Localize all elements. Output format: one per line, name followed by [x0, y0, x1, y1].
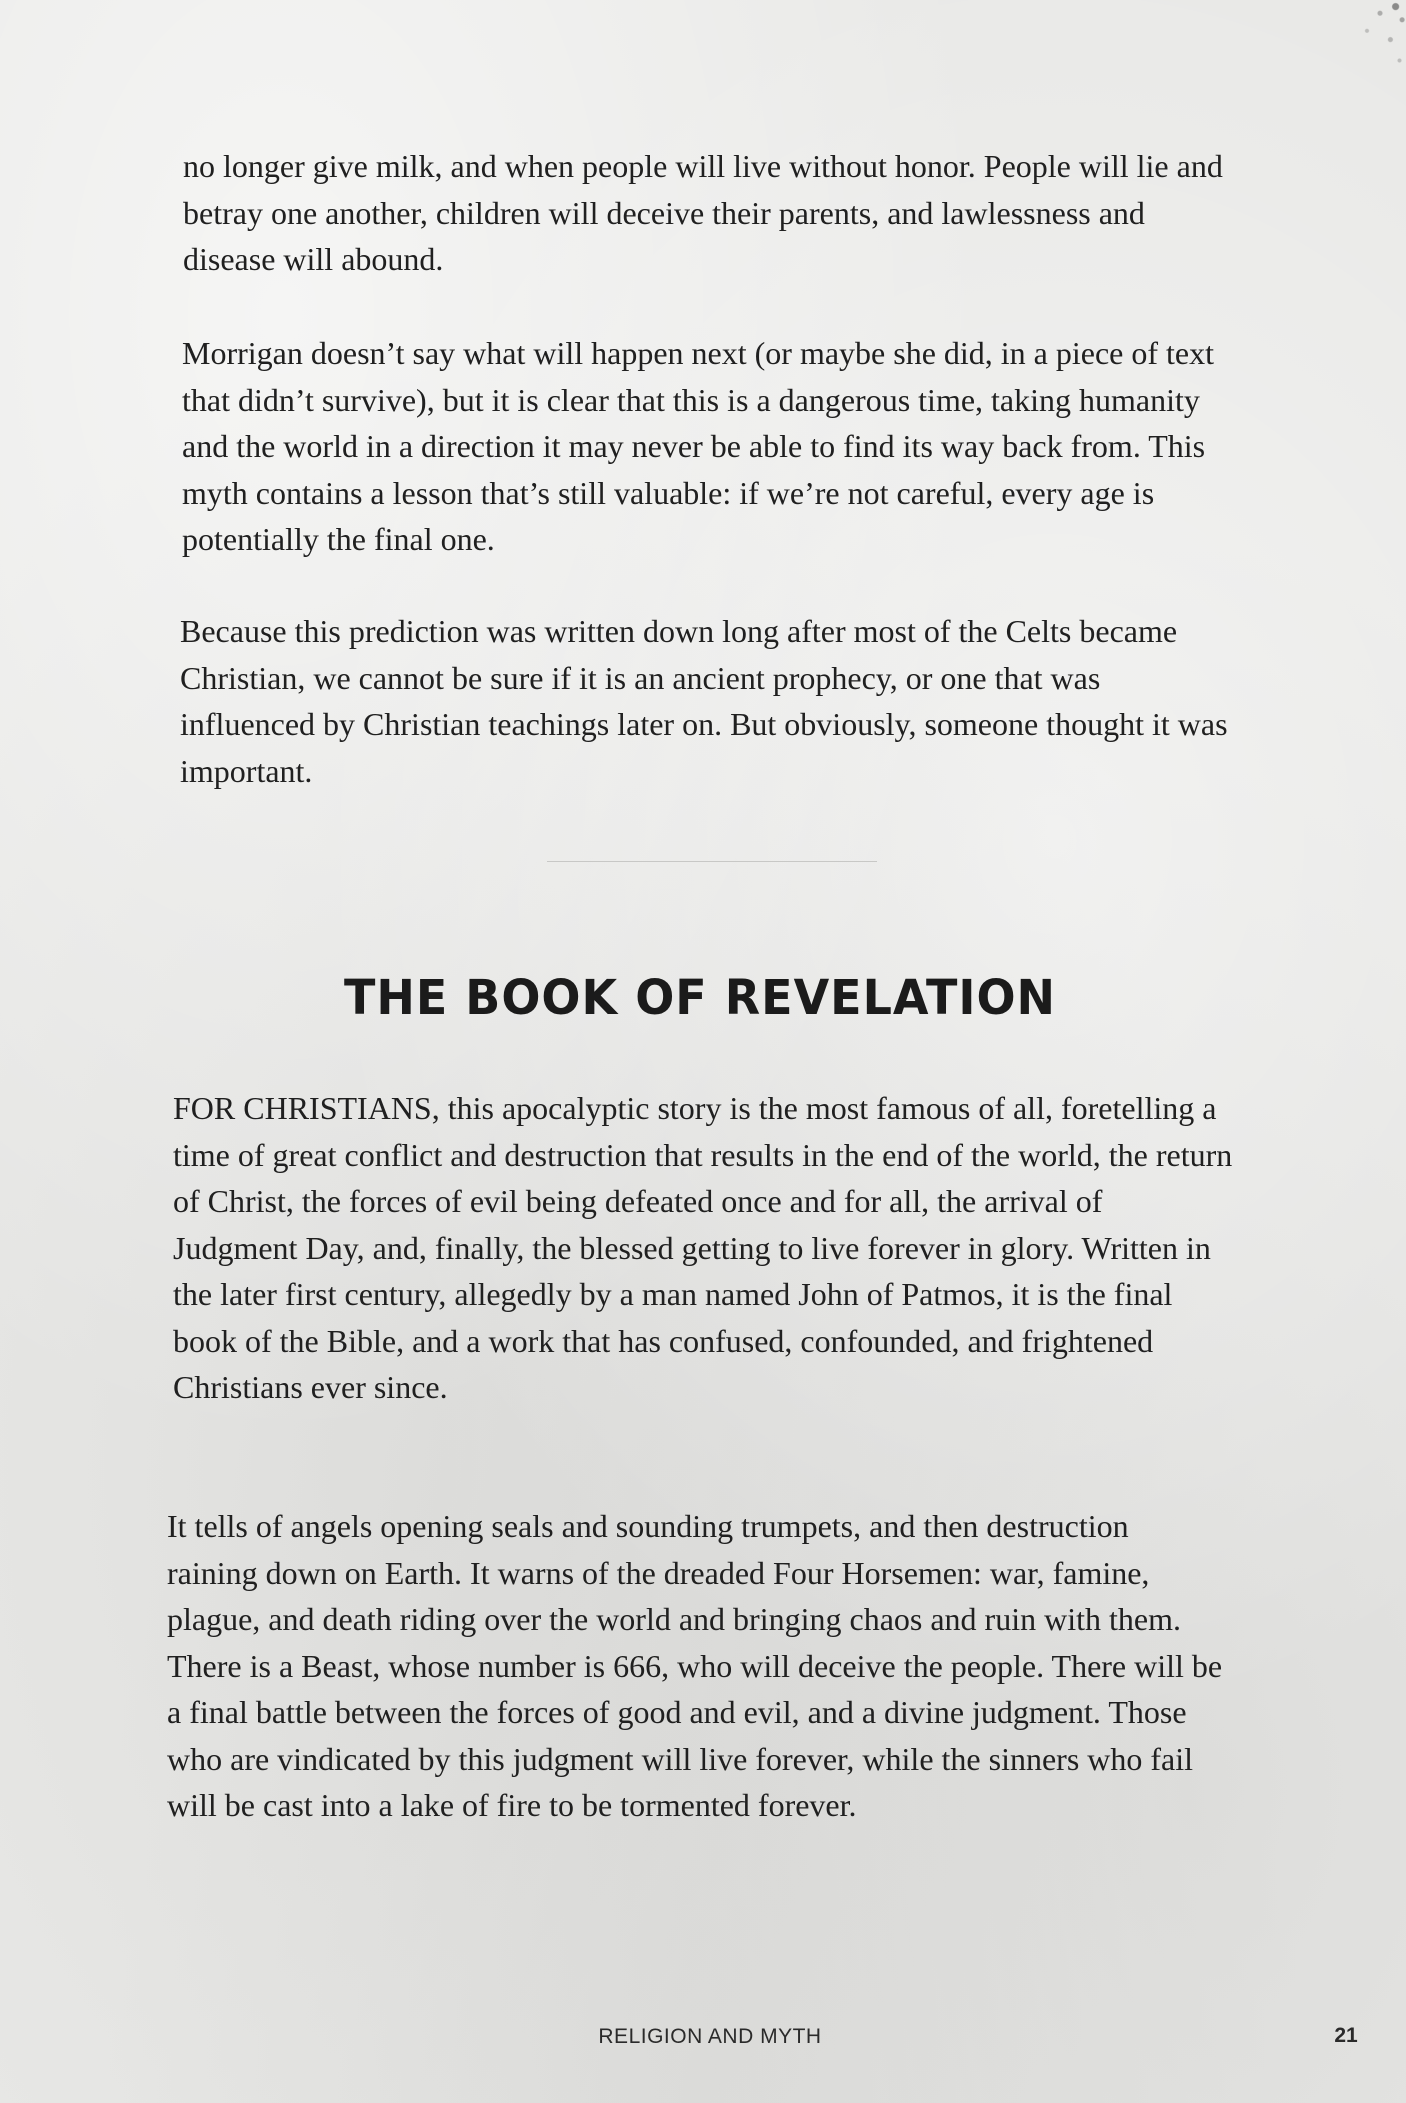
body-paragraph: FOR CHRISTIANS, this apocalyptic story is the most famous of all, foretelling a time of great conflict and destruction that results in the end of the world, the return of Christ, the forces of evil being defeated once and for all, the arrival of Judgment Day, and, finally, the blessed getting to live forever in glory. Written in the later first century, allegedly by a man named John of Patmos, it is the final book of the Bible, and a work that has confused, confounded, and frightened Christians ever since.	[173, 1090, 1233, 1405]
section-heading: THE BOOK OF REVELATION	[343, 968, 1057, 1026]
body-paragraph: Because this prediction was written down long after most of the Celts became Christian, we cannot be sure if it is an ancient prophecy, or one that was influenced by Christian teachings later on. But obviously, someone thought it was important.	[180, 613, 1228, 789]
body-paragraph: Morrigan doesn’t say what will happen next (or maybe she did, in a piece of text that didn’t survive), but it is clear that this is a dangerous time, taking humanity and the world in a direction it may never be able to find its way back from. This myth contains a lesson that’s still valuable: if we’re not careful, every age is potentially the final one.	[182, 335, 1215, 557]
paper-corner-texture	[1276, 0, 1406, 110]
running-footer-title: RELIGION AND MYTH	[598, 2025, 822, 2048]
body-paragraph: It tells of angels opening seals and sounding trumpets, and then destruction raining down on Earth. It warns of the dreaded Four Horsemen: war, famine, plague, and death riding over the world and bringing chaos and ruin with them. There is a Beast, whose number is 666, who will deceive the people. There will be a final battle between the forces of good and evil, and a divine judgment. Those who are vindicated by this judgment will live forever, while the sinners who fail will be cast into a lake of fire to be tormented forever.	[167, 1508, 1223, 1823]
page-number: 21	[1334, 2024, 1358, 2047]
body-paragraph: no longer give milk, and when people will live without honor. People will lie and betray one another, children will deceive their parents, and lawlessness and disease will abound.	[183, 148, 1223, 277]
section-divider	[547, 861, 877, 862]
